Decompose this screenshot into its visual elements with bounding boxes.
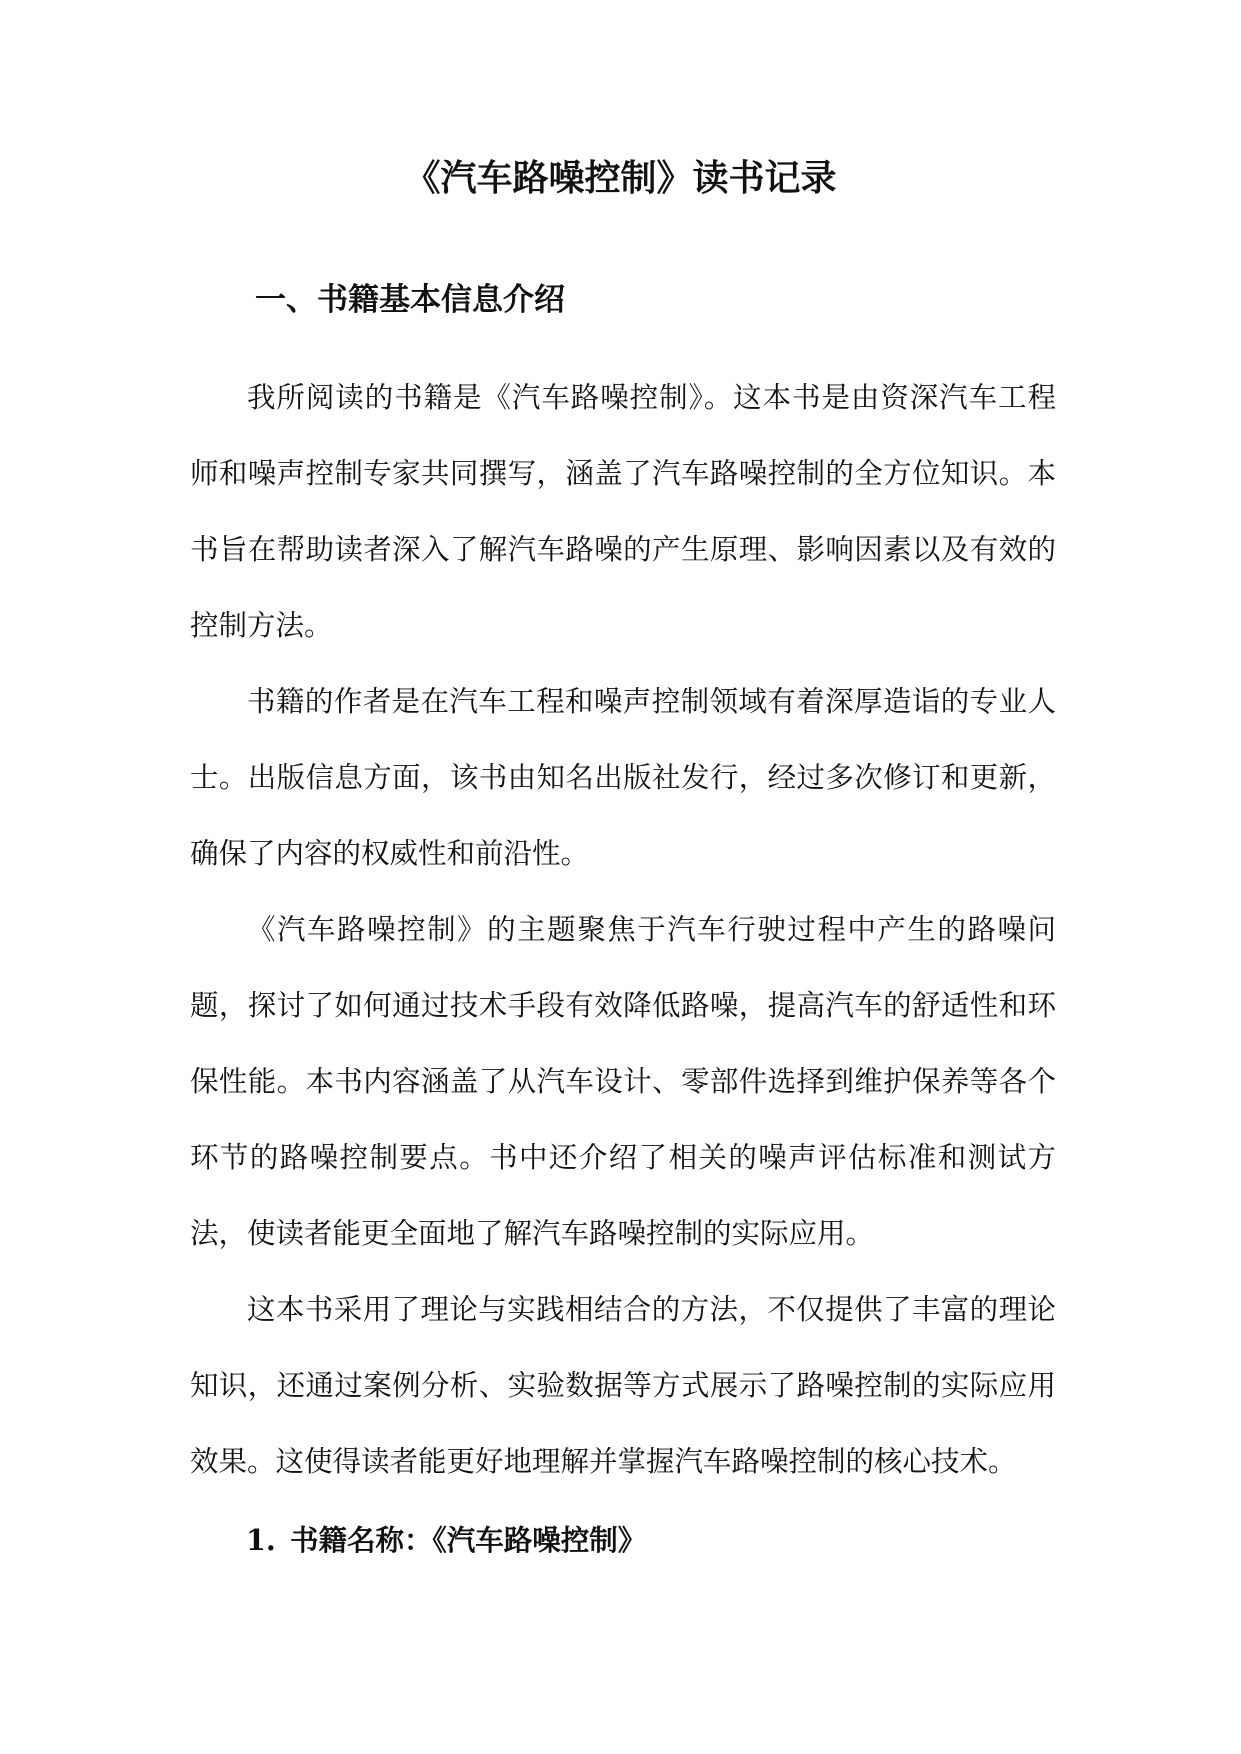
paragraph: 这本书采用了理论与实践相结合的方法，不仅提供了丰富的理论知识，还通过案例分析、实验数据等方式展示了路噪控制的实际应用效果。这使得读者能更好地理解并掌握汽车路噪控制的核心技术。 [190, 1293, 1056, 1478]
paragraph: 我所阅读的书籍是《汽车路噪控制》。这本书是由资深汽车工程师和噪声控制专家共同撰写，涵盖了汽车路噪控制的全方位知识。本书旨在帮助读者深入了解汽车路噪的产生原理、影响因素以及有效的控制方法。 [190, 381, 1056, 642]
subheading-text: 书籍名称：《汽车路噪控制》 [290, 1523, 647, 1557]
body-text [190, 360, 1056, 1500]
section-heading: 一、书籍基本信息介绍 [255, 282, 565, 318]
paragraph: 书籍的作者是在汽车工程和噪声控制领域有着深厚造诣的专业人士。出版信息方面，该书由知名出版社发行，经过多次修订和更新，确保了内容的权威性和前沿性。 [190, 685, 1056, 870]
subheading-book-name [246, 1510, 646, 1570]
document-title: 《汽车路噪控制》读书记录 [404, 157, 837, 199]
subheading-number: 1. [246, 1523, 276, 1557]
paragraph: 《汽车路噪控制》的主题聚焦于汽车行驶过程中产生的路噪问题，探讨了如何通过技术手段有效降低路噪，提高汽车的舒适性和环保性能。本书内容涵盖了从汽车设计、零部件选择到维护保养等各个环节的路噪控制要点。书中还介绍了相关的噪声评估标准和测试方法，使读者能更全面地了解汽车路噪控制的实际应用。 [190, 913, 1056, 1250]
